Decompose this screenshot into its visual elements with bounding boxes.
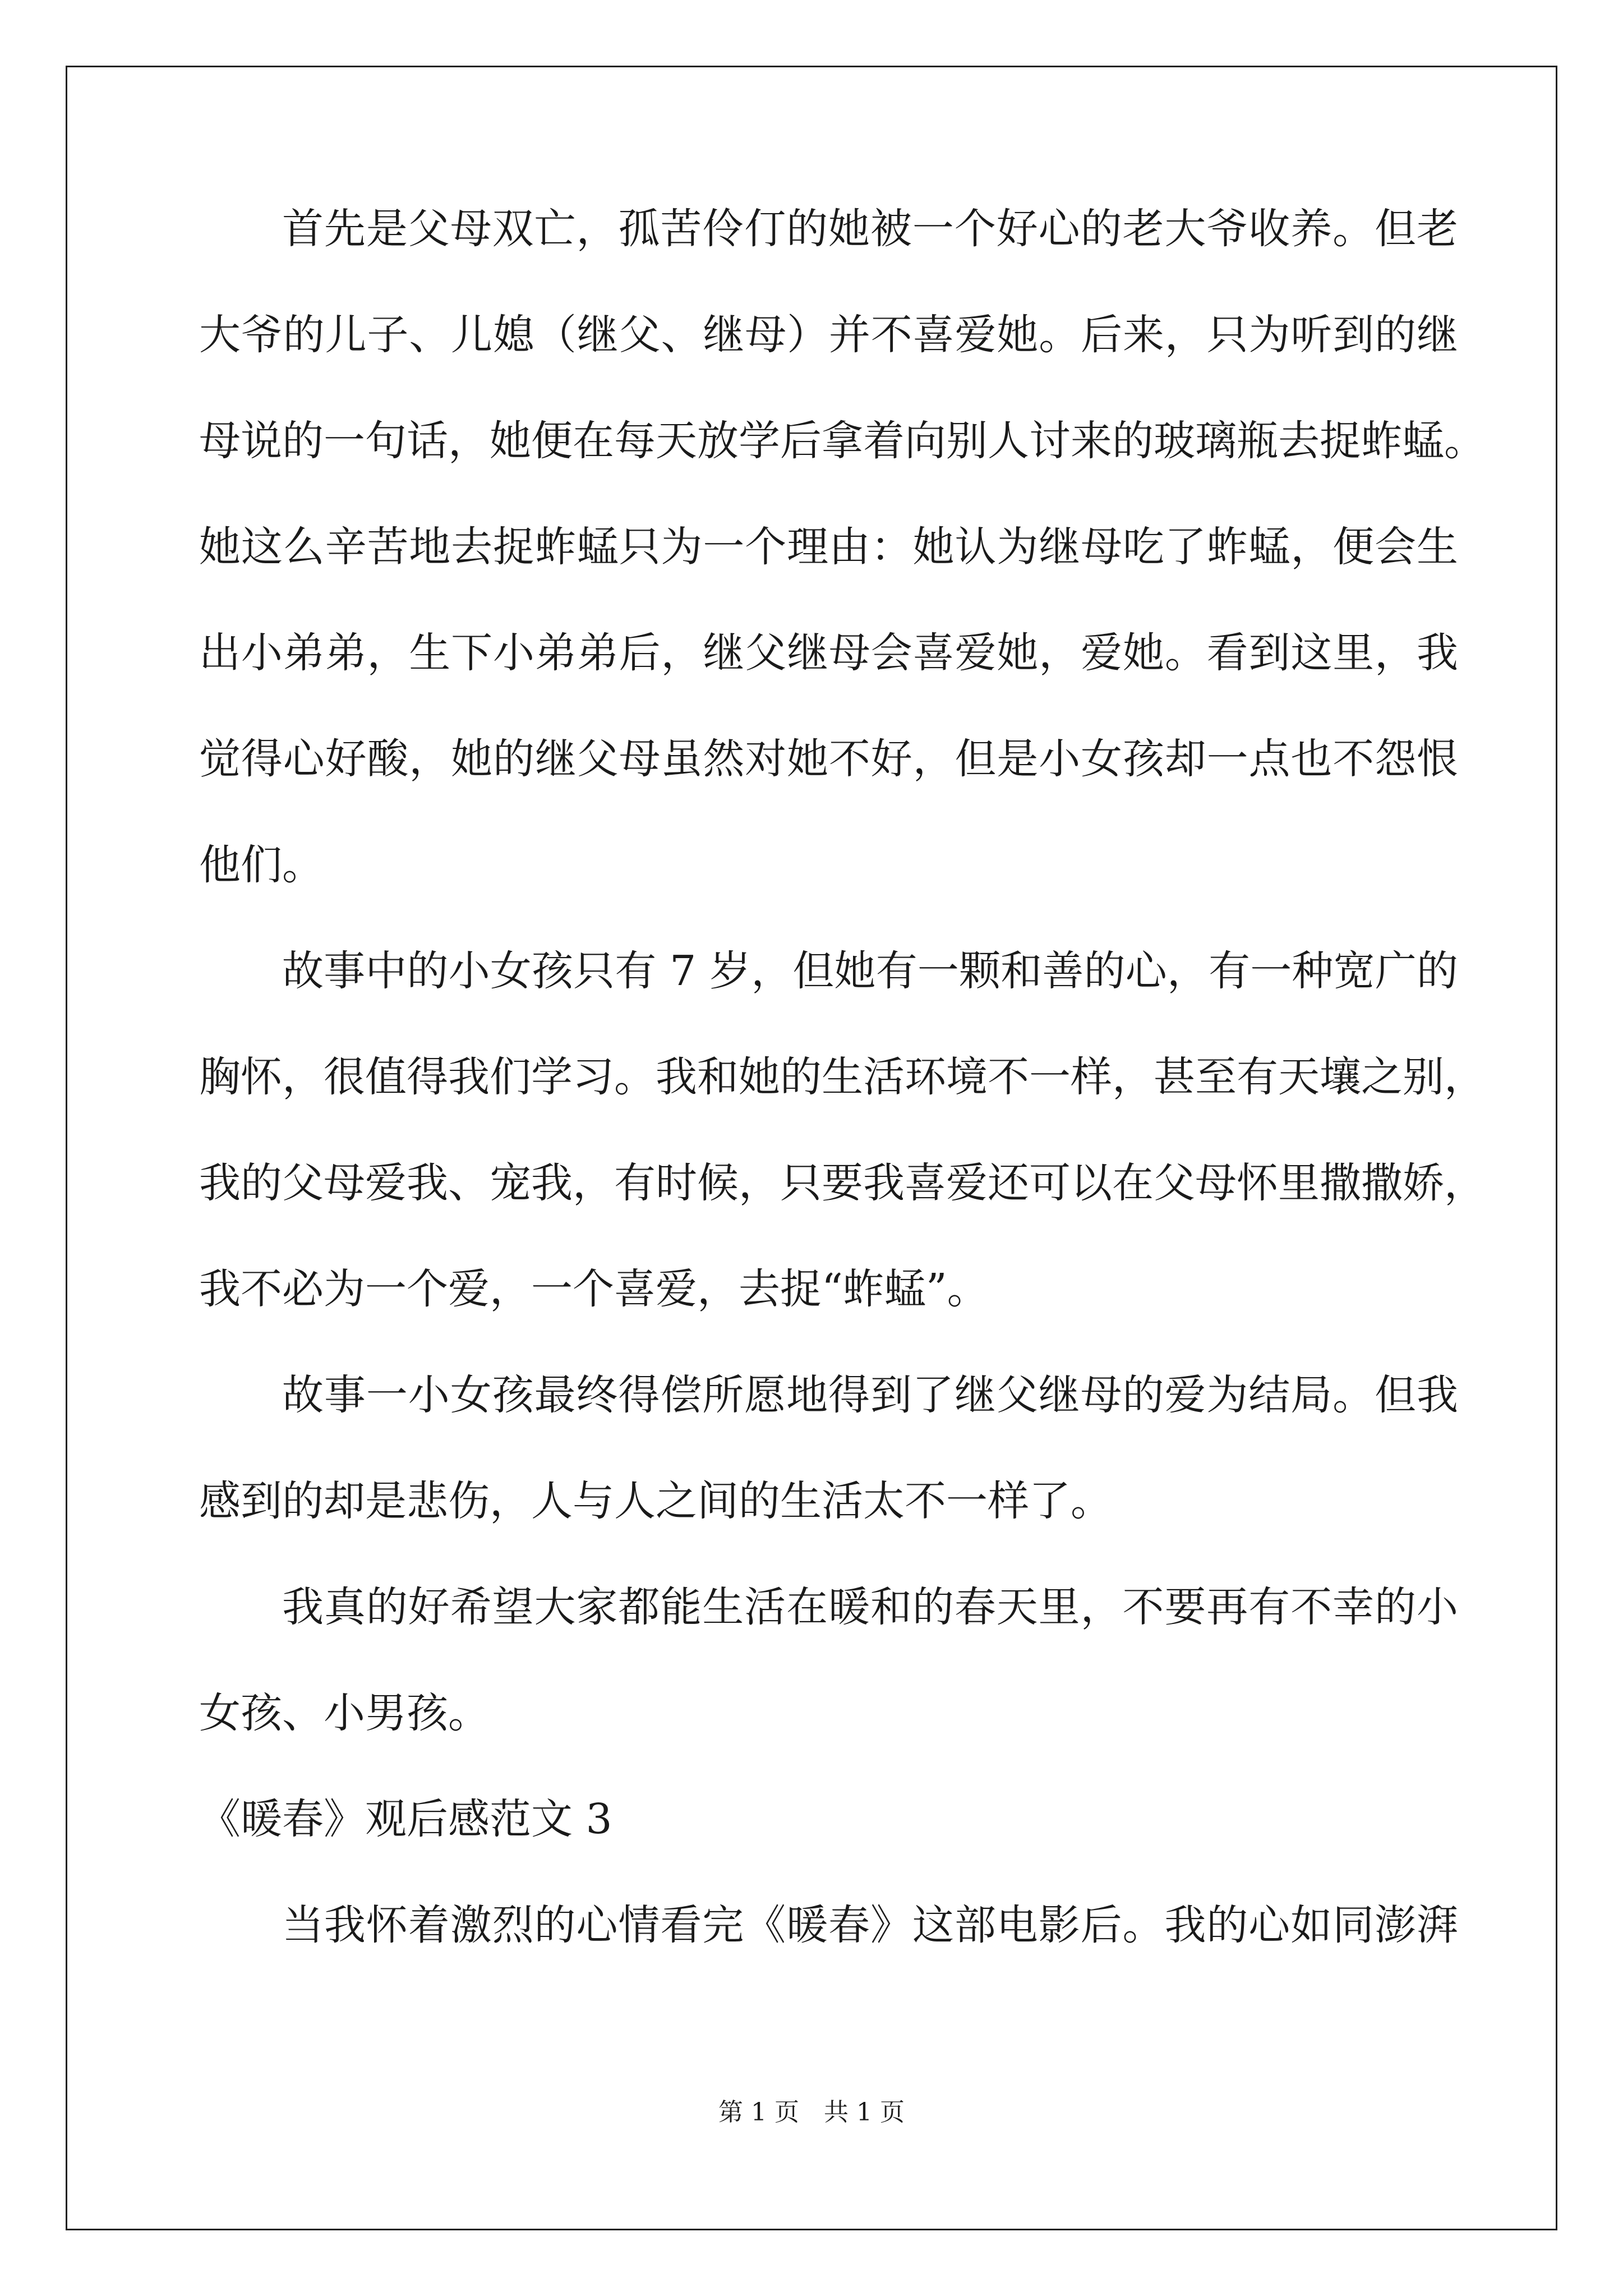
section-heading: 《暖春》观后感范文 3 xyxy=(199,1795,612,1843)
paragraph-line: 出小弟弟，生下小弟弟后，继父继母会喜爱她，爱她。看到这里，我 xyxy=(199,629,1458,677)
paragraph-line: 故事一小女孩最终得偿所愿地得到了继父继母的爱为结局。但我 xyxy=(282,1371,1458,1419)
paragraph-line: 我不必为一个爱，一个喜爱，去捉“蚱蜢”。 xyxy=(199,1265,989,1313)
paragraph-line: 感到的却是悲伤，人与人之间的生活太不一样了。 xyxy=(199,1477,1112,1525)
page-footer: 第 1 页 共 1 页 xyxy=(718,2098,905,2127)
paragraph-line: 我的父母爱我、宠我，有时候，只要我喜爱还可以在父母怀里撒撒娇， xyxy=(199,1159,1486,1207)
paragraph-line: 他们。 xyxy=(199,841,324,889)
paragraph-line: 大爷的儿子、儿媳（继父、继母）并不喜爱她。后来，只为听到的继 xyxy=(199,311,1458,359)
paragraph-line: 她这么辛苦地去捉蚱蜢只为一个理由：她认为继母吃了蚱蜢，便会生 xyxy=(199,523,1458,571)
paragraph-line: 当我怀着激烈的心情看完《暖春》这部电影后。我的心如同澎湃 xyxy=(282,1901,1458,1949)
paragraph-line: 我真的好希望大家都能生活在暖和的春天里，不要再有不幸的小 xyxy=(282,1583,1458,1631)
paragraph-line: 觉得心好酸，她的继父母虽然对她不好，但是小女孩却一点也不怨恨 xyxy=(199,735,1458,783)
paragraph-line: 胸怀，很值得我们学习。我和她的生活环境不一样，甚至有天壤之别， xyxy=(199,1053,1486,1101)
paragraph-line: 母说的一句话，她便在每天放学后拿着向别人讨来的玻璃瓶去捉蚱蜢。 xyxy=(199,417,1486,465)
paragraph-line: 女孩、小男孩。 xyxy=(199,1689,490,1737)
document-body xyxy=(199,202,1486,2004)
paragraph-line: 首先是父母双亡，孤苦伶仃的她被一个好心的老大爷收养。但老 xyxy=(282,205,1458,253)
paragraph-line: 故事中的小女孩只有 7 岁，但她有一颗和善的心，有一种宽广的 xyxy=(282,947,1458,995)
